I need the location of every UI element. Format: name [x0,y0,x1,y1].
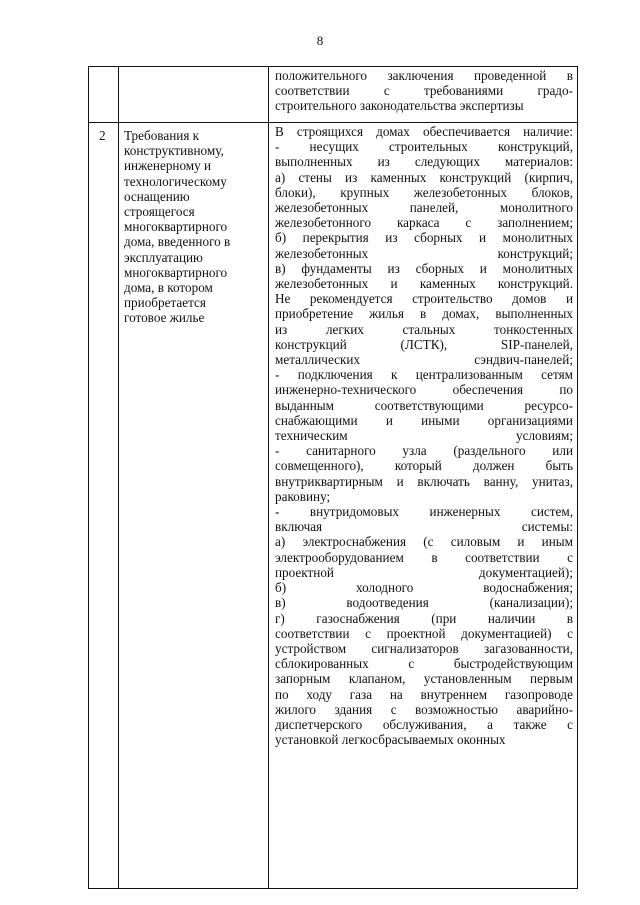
content-text-line: б) перекрытия из сборных и монолитных [275,230,573,246]
content-text-line: совмещенного), который должен быть [275,458,573,474]
requirement-text-line: технологическому [124,173,227,189]
content-cell [269,123,578,889]
content-text-line: раковину; [275,488,331,504]
content-text-line: выданным соответствующими ресурсо- [275,397,573,413]
content-text-line: а) электроснабжения (с силовым и иным [275,534,573,550]
content-text-line: проектной документацией); [275,564,573,580]
page-number: 8 [316,33,324,48]
content-text-line: установкой легкосбрасываемых оконных [275,732,506,748]
content-text-line: соответствии с требованиями градо- [275,83,573,99]
requirement-text-line: оснащению [124,188,190,204]
requirement-text-line: Требования к [124,128,200,143]
content-text-line: Не рекомендуется строительство домов и [275,291,573,307]
content-text-line: сблокированных с быстродействующим [275,656,573,672]
requirement-cell [119,123,269,889]
content-text-line: железобетонных конструкций; [275,245,573,261]
content-text-line: включая системы: [275,519,573,535]
requirement-cell [119,67,269,123]
content-text-line: - внутридомовых инженерных систем, [275,504,573,520]
content-text-line: электрооборудованием в соответствии с [275,549,573,565]
table-row [89,67,578,123]
requirement-text-line: многоквартирного [124,264,228,280]
requirement-text-line: дома, в котором [124,280,213,296]
content-text-line: в) водоотведения (канализации); [275,595,573,611]
content-text-line: жилого здания с возможностью аварийно- [275,701,573,717]
content-text-line: снабжающими и иными организациями [275,412,573,428]
requirements-table [88,66,578,889]
content-text-line: устройством сигнализаторов загазованности, [275,640,573,656]
content-text-line: железобетонного каркаса с заполнением; [275,215,573,231]
content-text-line: из легких стальных тонкостенных [275,321,573,337]
content-text-line: запорным клапаном, установленным первым [275,671,573,687]
content-text-line: В строящихся домах обеспечивается наличие: [275,124,573,139]
content-text-line: техническим условиям; [275,428,573,444]
content-text-line: конструкций (ЛСТК), SIP-панелей, [275,336,573,352]
content-text-line: блоки), крупных железобетонных блоков, [275,184,573,200]
requirement-text-line: строящегося [124,204,195,220]
content-text-line: внутриквартирным и включать ванну, унитаз, [275,473,573,489]
content-text-line: положительного заключения проведенной в [275,68,573,83]
requirement-text-line: конструктивному, [124,143,224,159]
content-text-line: металлических сэндвич-панелей; [275,352,573,368]
requirement-text-line: дома, введенного в [124,234,231,250]
content-text-line: приобретение жилья в домах, выполненных [275,306,573,322]
content-text-line: - подключения к централизованным сетям [275,367,573,383]
requirement-text-line: готовое жилье [124,310,205,326]
content-text-line: в) фундаменты из сборных и монолитных [275,260,573,276]
row-number-cell: 2 [89,123,119,889]
content-cell [269,67,578,123]
requirement-text-line: приобретается [124,295,206,311]
content-text-line: соответствии с проектной документацией) с [275,625,573,641]
content-text-line: по ходу газа на внутреннем газопроводе [275,686,573,702]
content-text-line: б) холодного водоснабжения; [275,580,573,596]
row-number-cell [89,67,119,123]
content-text-line: - санитарного узла (раздельного или [275,443,573,459]
content-text-line: железобетонных и каменных конструкций. [275,276,573,292]
content-text-line: инженерно-технического обеспечения по [275,382,573,398]
content-text-line: строительного законодательства экспертизы [275,98,524,114]
requirement-text-line: многоквартирного [124,219,228,235]
requirement-text-line: эксплуатацию [124,249,203,265]
content-text-line: железобетонных панелей, монолитного [275,200,573,216]
requirement-text-line: инженерному и [124,158,212,174]
table-row [89,123,578,889]
content-text-line: диспетчерского обслуживания, а также с [275,716,573,732]
content-text-line: г) газоснабжения (при наличии в [275,610,573,626]
content-text-line: а) стены из каменных конструкций (кирпич, [275,169,573,185]
content-text-line: - несущих строительных конструкций, [275,139,573,155]
content-text-line: выполненных из следующих материалов: [275,154,573,170]
